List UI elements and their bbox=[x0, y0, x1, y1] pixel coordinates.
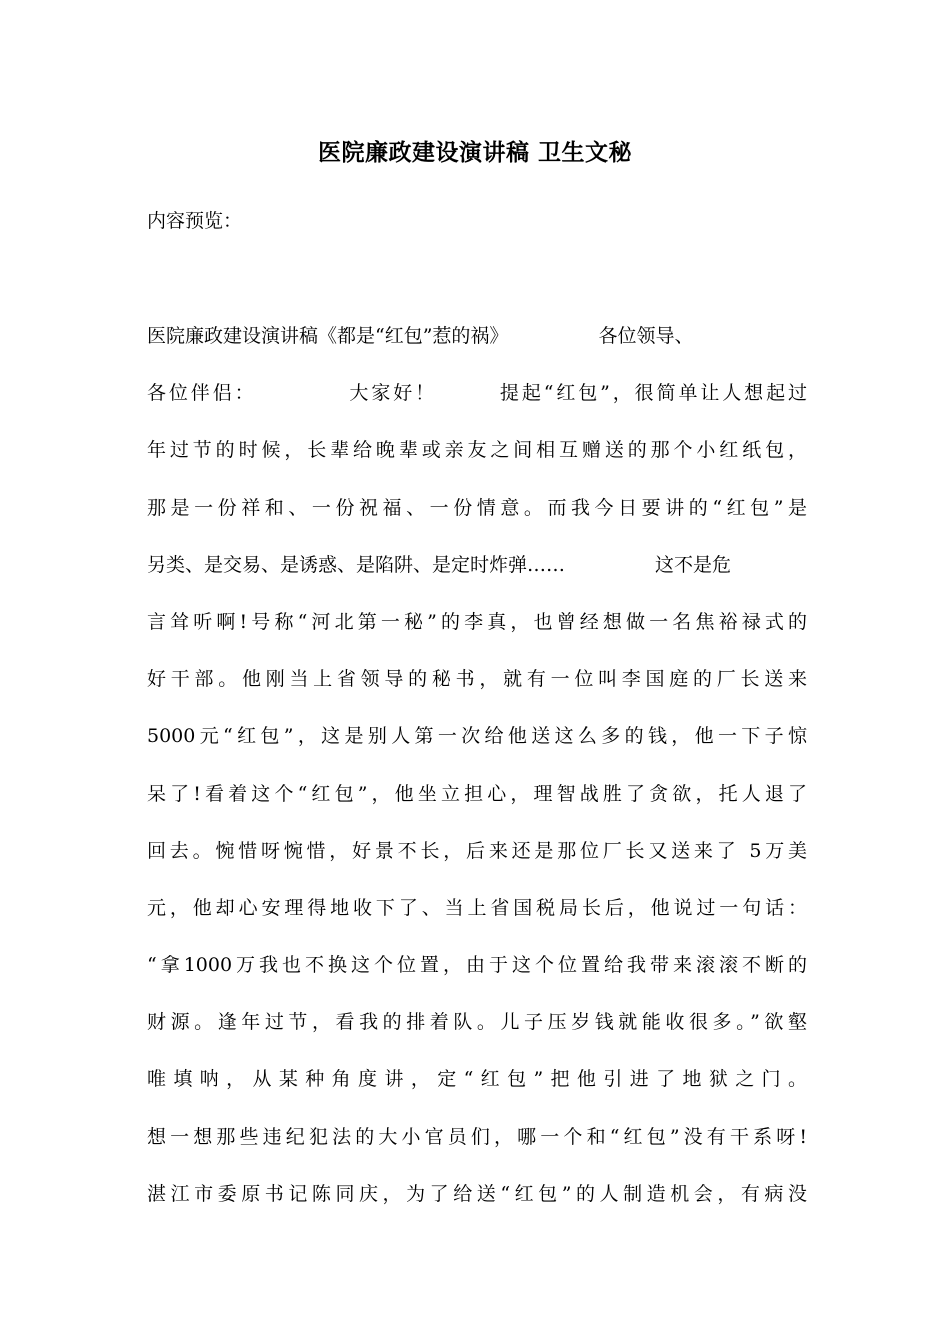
content-preview-label: 内容预览： bbox=[147, 210, 243, 232]
body-line: 好干部。他刚当上省领导的秘书，就有一位叫李国庭的厂长送来 bbox=[147, 668, 807, 691]
body-line: 呆了!看着这个“红包”，他坐立担心，理智战胜了贪欲，托人退了 bbox=[147, 782, 807, 805]
body-line bbox=[147, 318, 807, 375]
body-line: 5000元“红包”，这是别人第一次给他送这么多的钱，他一下子惊 bbox=[147, 725, 807, 748]
body-text-segment: 医院廉政建设演讲稿《都是“红包”惹的祸》 bbox=[147, 325, 509, 347]
body-text-segment: 大家好！ bbox=[346, 382, 438, 405]
body-text-segment: 各位伴侣： bbox=[147, 382, 257, 405]
body-text-segment: 各位领导、 bbox=[598, 325, 694, 347]
body-line: 那是一份祥和、一份祝福、一份情意。而我今日要讲的“红包”是 bbox=[147, 496, 807, 519]
body-text-segment: 提起“红包”，很简单让人想起过 bbox=[497, 382, 807, 405]
body-line: 言耸听啊!号称“河北第一秘”的李真，也曾经想做一名焦裕禄式的 bbox=[147, 610, 807, 633]
body-line: 财源。逢年过节，看我的排着队。儿子压岁钱就能收很多。”欲壑 bbox=[147, 1011, 807, 1034]
body-line: 元，他却心安理得地收下了、当上省国税局长后，他说过一句话： bbox=[147, 896, 807, 919]
body-line: 想一想那些违纪犯法的大小官员们，哪一个和“红包”没有干系呀! bbox=[147, 1125, 807, 1148]
body-text-segment: 这不是危 bbox=[655, 553, 732, 576]
body-line bbox=[147, 547, 807, 604]
body-text-segment: 另类、是交易、是诱惑、是陷阱、是定时炸弹…… bbox=[147, 553, 566, 576]
body-line: 回去。惋惜呀惋惜，好景不长，后来还是那位厂长又送来了 5万美 bbox=[147, 839, 807, 862]
body-line: “拿1000万我也不换这个位置，由于这个位置给我带来滚滚不断的 bbox=[147, 954, 807, 977]
document-body bbox=[147, 318, 807, 1233]
body-line: 年过节的时候，长辈给晚辈或亲友之间相互赠送的那个小红纸包， bbox=[147, 439, 807, 462]
body-line bbox=[147, 375, 807, 432]
document-title: 医院廉政建设演讲稿 卫生文秘 bbox=[317, 139, 632, 166]
body-line: 唯填呐，从某种角度讲，定“红包”把他引进了地狱之门。 bbox=[147, 1068, 807, 1091]
body-line: 湛江市委原书记陈同庆，为了给送“红包”的人制造机会，有病没 bbox=[147, 1182, 807, 1205]
